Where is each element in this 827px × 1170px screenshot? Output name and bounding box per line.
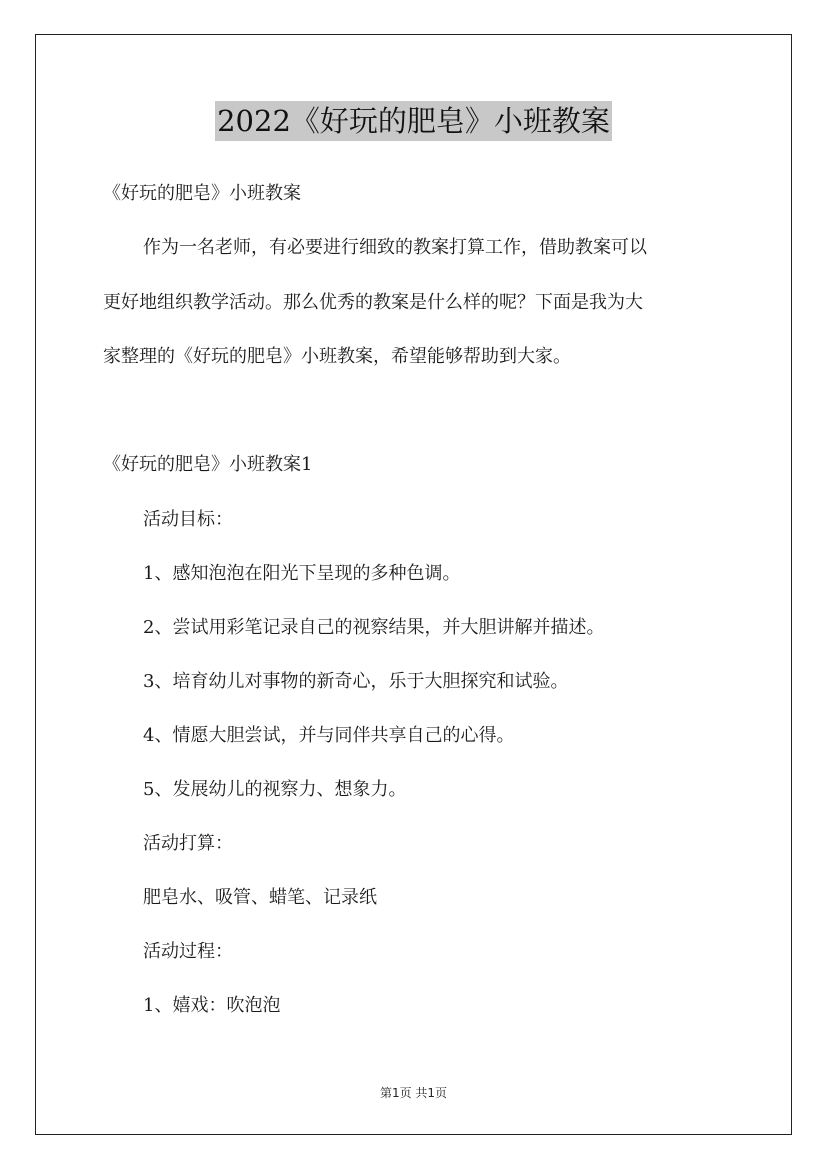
section-heading: 《好玩的肥皂》小班教案1 [103, 454, 313, 475]
goal-item: 5、发展幼儿的视察力、想象力。 [143, 779, 407, 800]
prep-label: 活动打算： [143, 833, 233, 854]
document-subtitle: 《好玩的肥皂》小班教案 [103, 183, 301, 204]
goals-label: 活动目标： [143, 509, 233, 530]
goal-item: 1、感知泡泡在阳光下呈现的多种色调。 [143, 563, 461, 584]
goal-item: 3、培育幼儿对事物的新奇心，乐于大胆探究和试验。 [143, 671, 569, 692]
process-step: 1、嬉戏：吹泡泡 [143, 995, 281, 1016]
process-label: 活动过程： [143, 941, 233, 962]
goal-item: 4、情愿大胆尝试，并与同伴共享自己的心得。 [143, 725, 515, 746]
intro-line-3: 家整理的《好玩的肥皂》小班教案，希望能够帮助到大家。 [103, 346, 571, 367]
goal-item: 2、尝试用彩笔记录自己的视察结果，并大胆讲解并描述。 [143, 617, 605, 638]
page-footer: 第1页 共1页 [379, 1086, 448, 1100]
document-title: 2022《好玩的肥皂》小班教案 [215, 101, 612, 141]
intro-line-1: 作为一名老师，有必要进行细致的教案打算工作，借助教案可以 [143, 237, 647, 258]
intro-line-2: 更好地组织教学活动。那么优秀的教案是什么样的呢？下面是我为大 [103, 292, 643, 313]
prep-items: 肥皂水、吸管、蜡笔、记录纸 [143, 887, 377, 908]
title-container [0, 101, 827, 141]
